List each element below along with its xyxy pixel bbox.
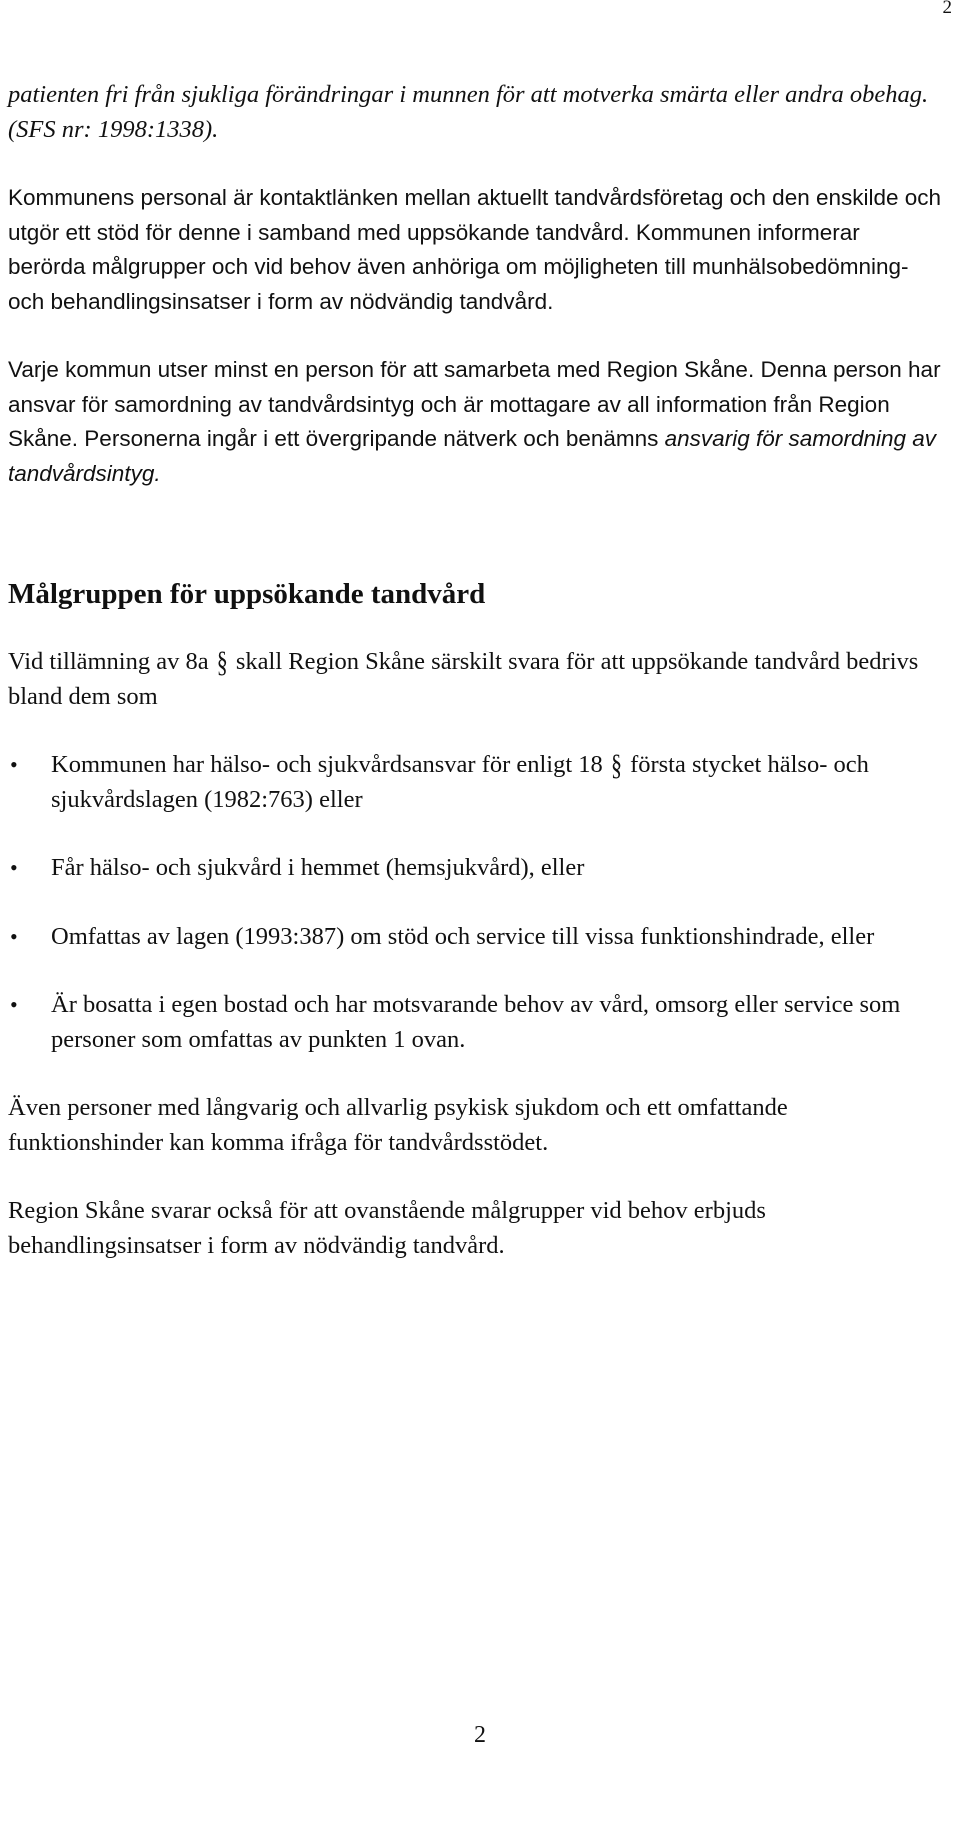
spacer — [8, 319, 943, 353]
paragraph-kommunens-personal: Kommunens personal är kontaktlänken mellan aktuellt tandvårdsföretag och den enskilde och utgör ett stöd för denne i samband med uppsökande tandvård. Kommunen informerar berörda målgrupper och vid behov även anhöriga om möjligheten till munhälsobedömning- och behandlingsinsatser i form av nödvändig tandvård. — [8, 185, 942, 314]
paragraph-aven-personer: Även personer med långvarig och allvarlig psykisk sjukdom och ett omfattande funktionshinder kan komma ifråga för tandvårdsstödet. — [8, 1094, 788, 1156]
list-item-text: Är bosatta i egen bostad och har motsvarande behov av vård, omsorg eller service som personer som omfattas av punkten 1 ovan. — [51, 991, 901, 1053]
paragraph-region-skane: Region Skåne svarar också för att ovanstående målgrupper vid behov erbjuds behandlingsinsatser i form av nödvändig tandvård. — [8, 1197, 766, 1259]
page-number-top: 2 — [942, 0, 952, 18]
paragraph-text: Varje kommun utser minst en person för att samarbeta med Region Skåne. Denna person har ansvar för samordning av tandvårdsintyg och är mottagare av all information från Region Skåne. Personerna ingår i ett övergripande nätverk och benämns — [8, 357, 941, 451]
list-item — [8, 920, 943, 955]
section-heading: Målgruppen för uppsökande tandvård — [8, 578, 486, 610]
spacer — [8, 714, 943, 748]
list-item — [8, 851, 943, 886]
spacer — [8, 954, 943, 988]
paragraph-varje-kommun — [8, 353, 943, 491]
spacer — [8, 147, 943, 181]
intro-paragraph: patienten fri från sjukliga förändringar i munnen för att motverka smärta eller andra obehag. (SFS nr: 1998:1338). — [8, 81, 929, 143]
spacer — [8, 491, 943, 577]
bullet-icon: • — [10, 923, 18, 949]
bullet-icon: • — [10, 992, 18, 1017]
list-item — [8, 748, 943, 817]
section-sign-icon: § — [610, 747, 622, 782]
target-group-list — [8, 748, 943, 1057]
page-number-bottom: 2 — [474, 1722, 486, 1748]
spacer — [8, 611, 943, 645]
section-sign-icon: § — [216, 644, 228, 679]
bullet-icon: • — [10, 752, 18, 777]
document-body — [8, 78, 943, 1263]
spacer — [8, 817, 943, 851]
spacer — [8, 1057, 943, 1091]
list-item — [8, 988, 943, 1057]
list-item-text: första stycket hälso- och sjukvårdslagen (1982:763) eller — [51, 751, 869, 813]
list-item-text: Omfattas av lagen (1993:387) om stöd och service till vissa funktionshindrade, eller — [51, 922, 875, 950]
bullet-icon: • — [10, 855, 18, 880]
section-intro-text: skall Region Skåne särskilt svara för att uppsökande tandvård bedrivs bland dem som — [8, 648, 919, 710]
spacer — [8, 886, 943, 920]
section-intro-text: Vid tillämning av 8a — [8, 648, 209, 675]
section-intro — [8, 645, 943, 714]
list-item-text: Kommunen har hälso- och sjukvårdsansvar för enligt 18 — [51, 751, 603, 778]
spacer — [8, 1160, 943, 1194]
list-item-text: Får hälso- och sjukvård i hemmet (hemsjukvård), eller — [51, 854, 585, 881]
italic-term: ansvarig för samordning av tandvårdsintyg. — [8, 426, 937, 486]
